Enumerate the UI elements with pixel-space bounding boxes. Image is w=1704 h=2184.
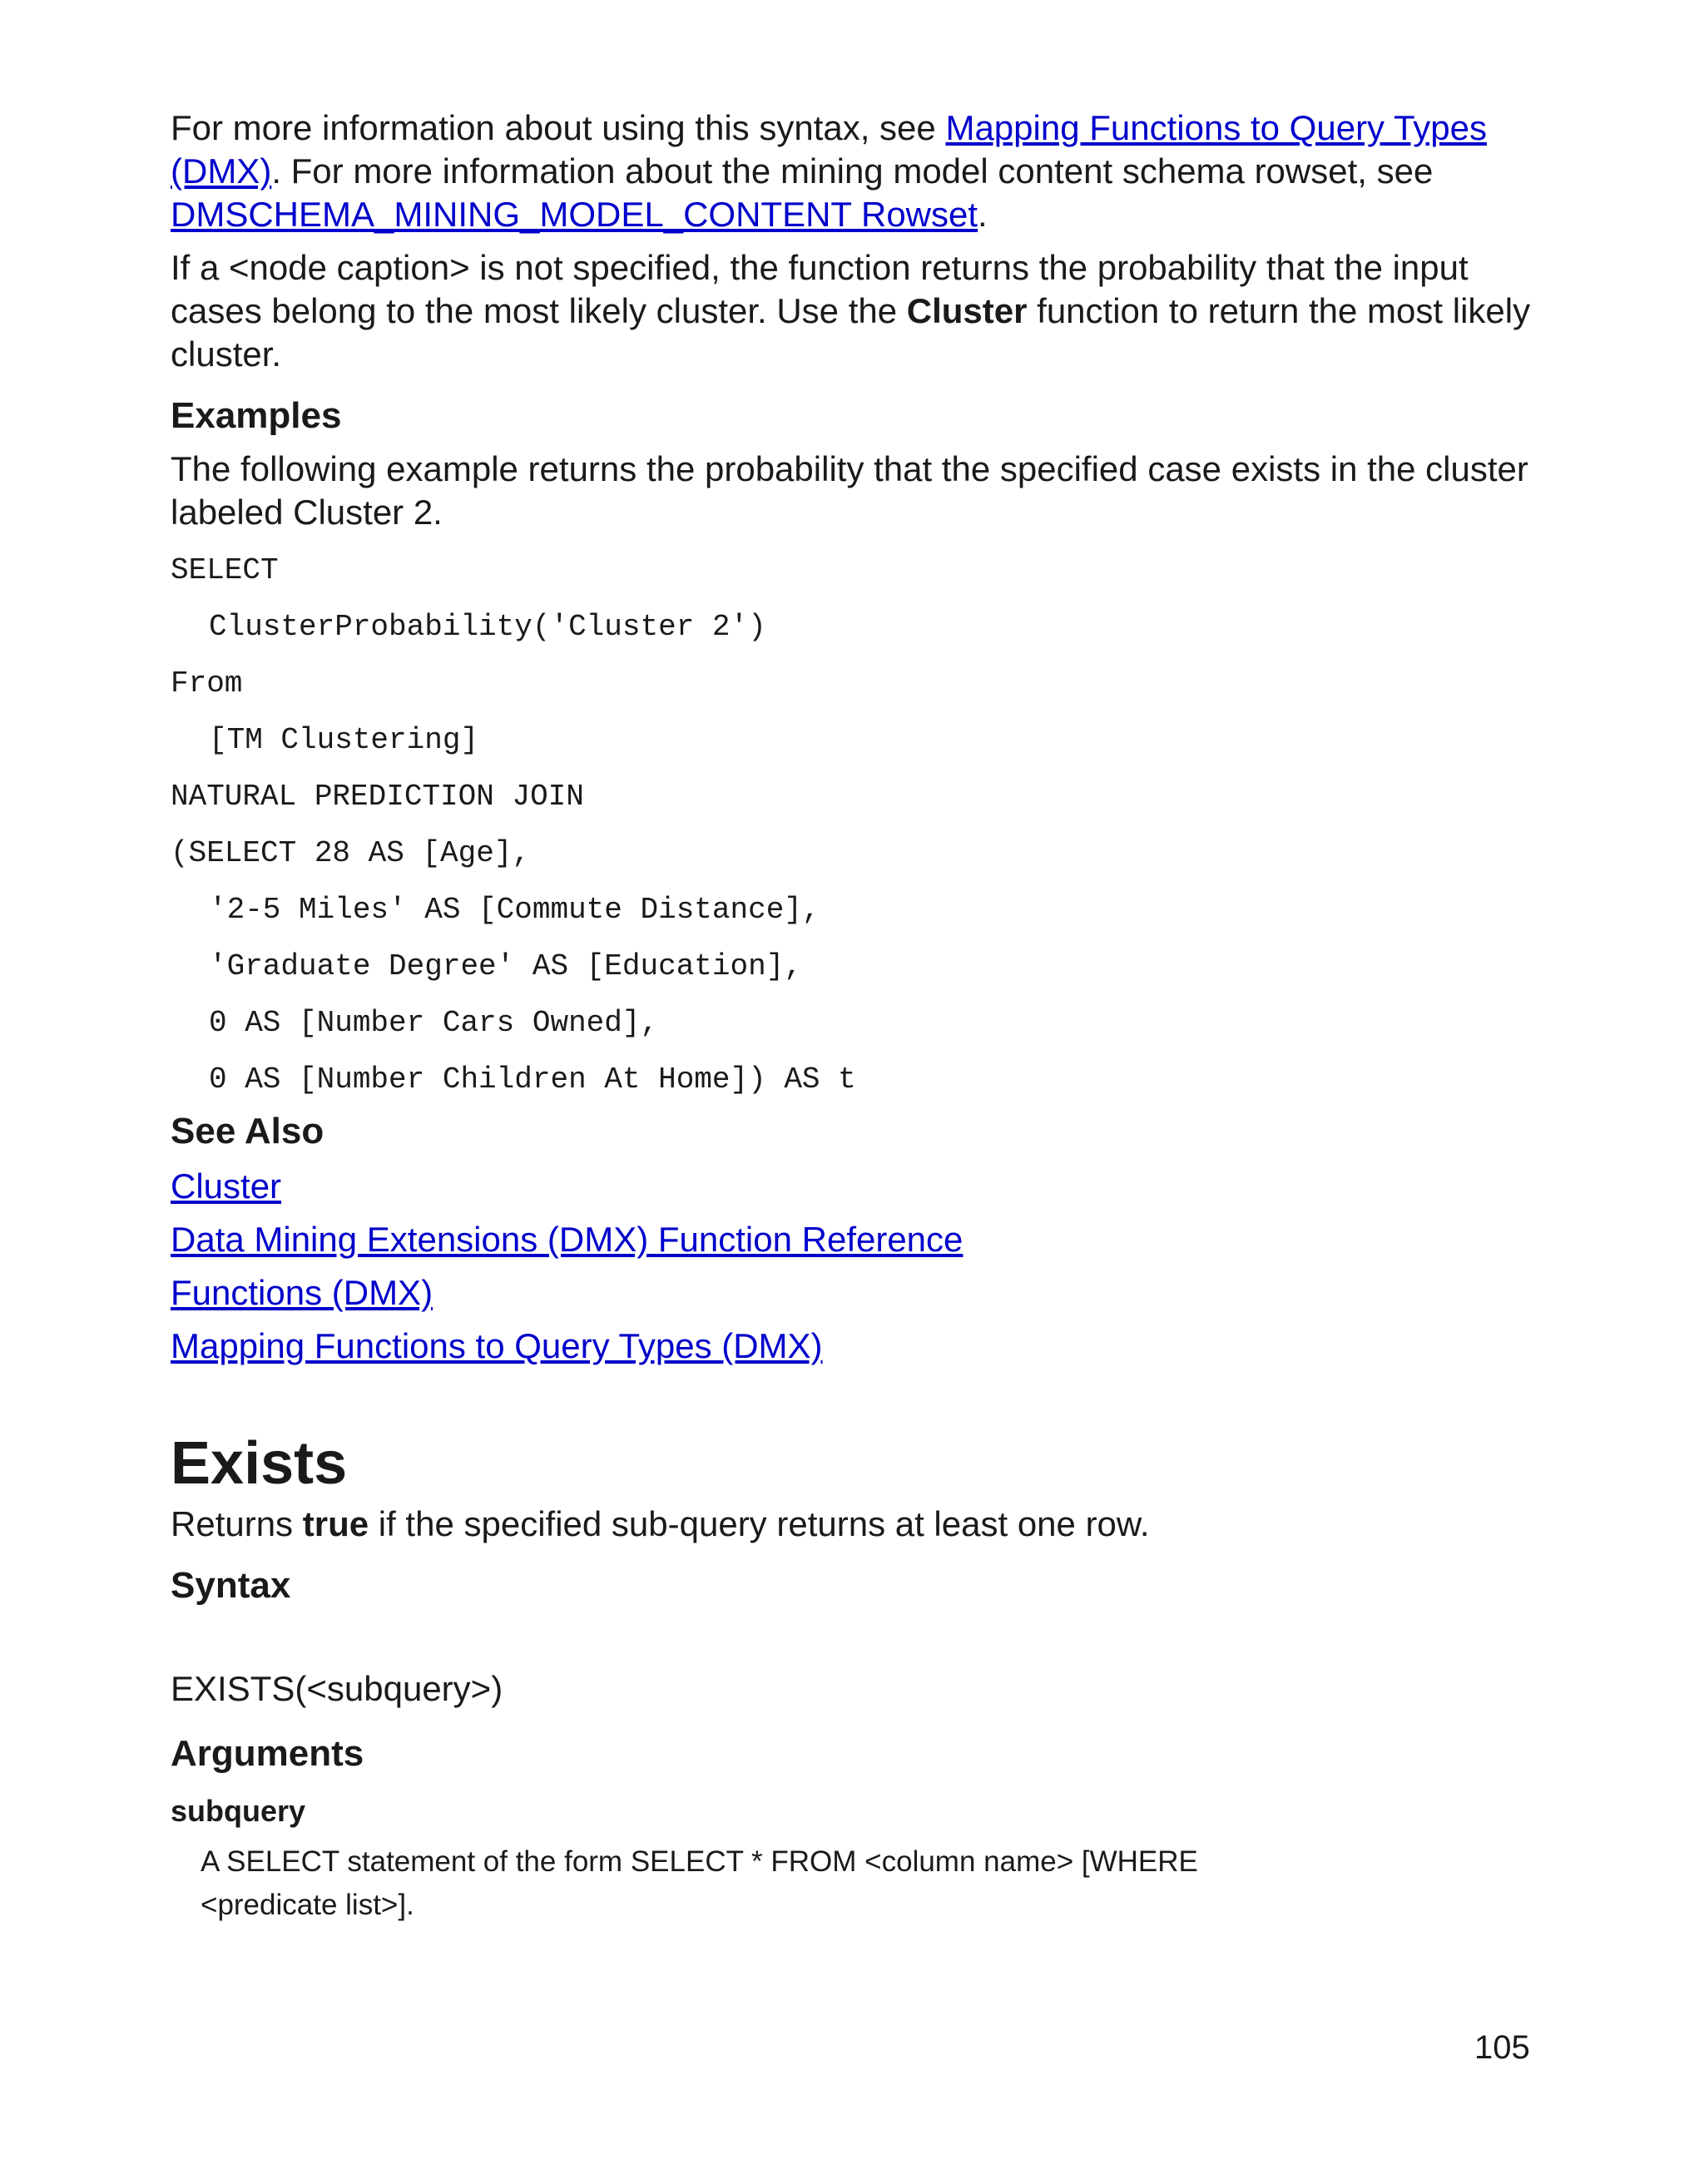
- code-line: '2-5 Miles' AS [Commute Distance],: [209, 893, 820, 927]
- intro-text: If a <node caption> is not specified, the function returns the probability that the input cases belong to the most likely cluster. Use the: [171, 248, 1469, 330]
- code-block: [171, 542, 1552, 1108]
- exists-desc-text: if the specified sub-query returns at least one row.: [369, 1504, 1150, 1543]
- code-line: ClusterProbability('Cluster 2'): [209, 610, 766, 644]
- intro-text: For more information about using this syntax, see: [171, 108, 946, 147]
- link-mapping-functions[interactable]: Mapping Functions to Query Types (DMX): [171, 108, 1488, 191]
- link-dmschema-rowset[interactable]: DMSCHEMA_MINING_MODEL_CONTENT Rowset: [171, 195, 978, 234]
- cluster-bold: Cluster: [906, 291, 1028, 330]
- exists-title: Exists: [171, 1430, 348, 1497]
- code-line: SELECT: [171, 553, 279, 587]
- code-line: (SELECT 28 AS [Age],: [171, 836, 531, 870]
- code-line: 0 AS [Number Children At Home]) AS t: [209, 1062, 856, 1097]
- arguments-heading: Arguments: [171, 1733, 364, 1774]
- intro-paragraph-1: [171, 106, 1535, 236]
- page-number: 105: [1474, 2029, 1530, 2066]
- intro-paragraph-2: [171, 246, 1552, 376]
- code-line: 0 AS [Number Cars Owned],: [209, 1006, 659, 1040]
- code-line: [TM Clustering]: [209, 723, 479, 757]
- argument-description: A SELECT statement of the form SELECT * FROM <column name> [WHERE <predicate list>].: [201, 1845, 1198, 1921]
- syntax-heading: Syntax: [171, 1565, 291, 1606]
- examples-text: The following example returns the probability that the specified case exists in the cluster labeled Cluster 2.: [171, 449, 1528, 532]
- see-also-link[interactable]: Mapping Functions to Query Types (DMX): [171, 1326, 823, 1365]
- argument-name: subquery: [171, 1794, 306, 1828]
- see-also-link[interactable]: Functions (DMX): [171, 1273, 433, 1312]
- page-content: [171, 106, 1552, 1927]
- exists-description: [171, 1503, 1552, 1546]
- code-line: 'Graduate Degree' AS [Education],: [209, 949, 802, 983]
- intro-text: function to return the most likely cluster.: [171, 291, 1531, 374]
- see-also-links: [171, 1160, 1552, 1373]
- examples-heading: Examples: [171, 395, 342, 436]
- code-line: From: [171, 666, 243, 701]
- see-also-link[interactable]: Data Mining Extensions (DMX) Function Reference: [171, 1220, 963, 1259]
- see-also-link[interactable]: Cluster: [171, 1166, 282, 1206]
- true-bold: true: [302, 1504, 369, 1543]
- intro-text: . For more information about the mining model content schema rowset, see: [271, 151, 1434, 191]
- intro-text: .: [978, 195, 988, 234]
- exists-desc-text: Returns: [171, 1504, 303, 1543]
- syntax-code: EXISTS(<subquery>): [171, 1669, 503, 1708]
- see-also-heading: See Also: [171, 1111, 324, 1151]
- code-line: NATURAL PREDICTION JOIN: [171, 780, 584, 814]
